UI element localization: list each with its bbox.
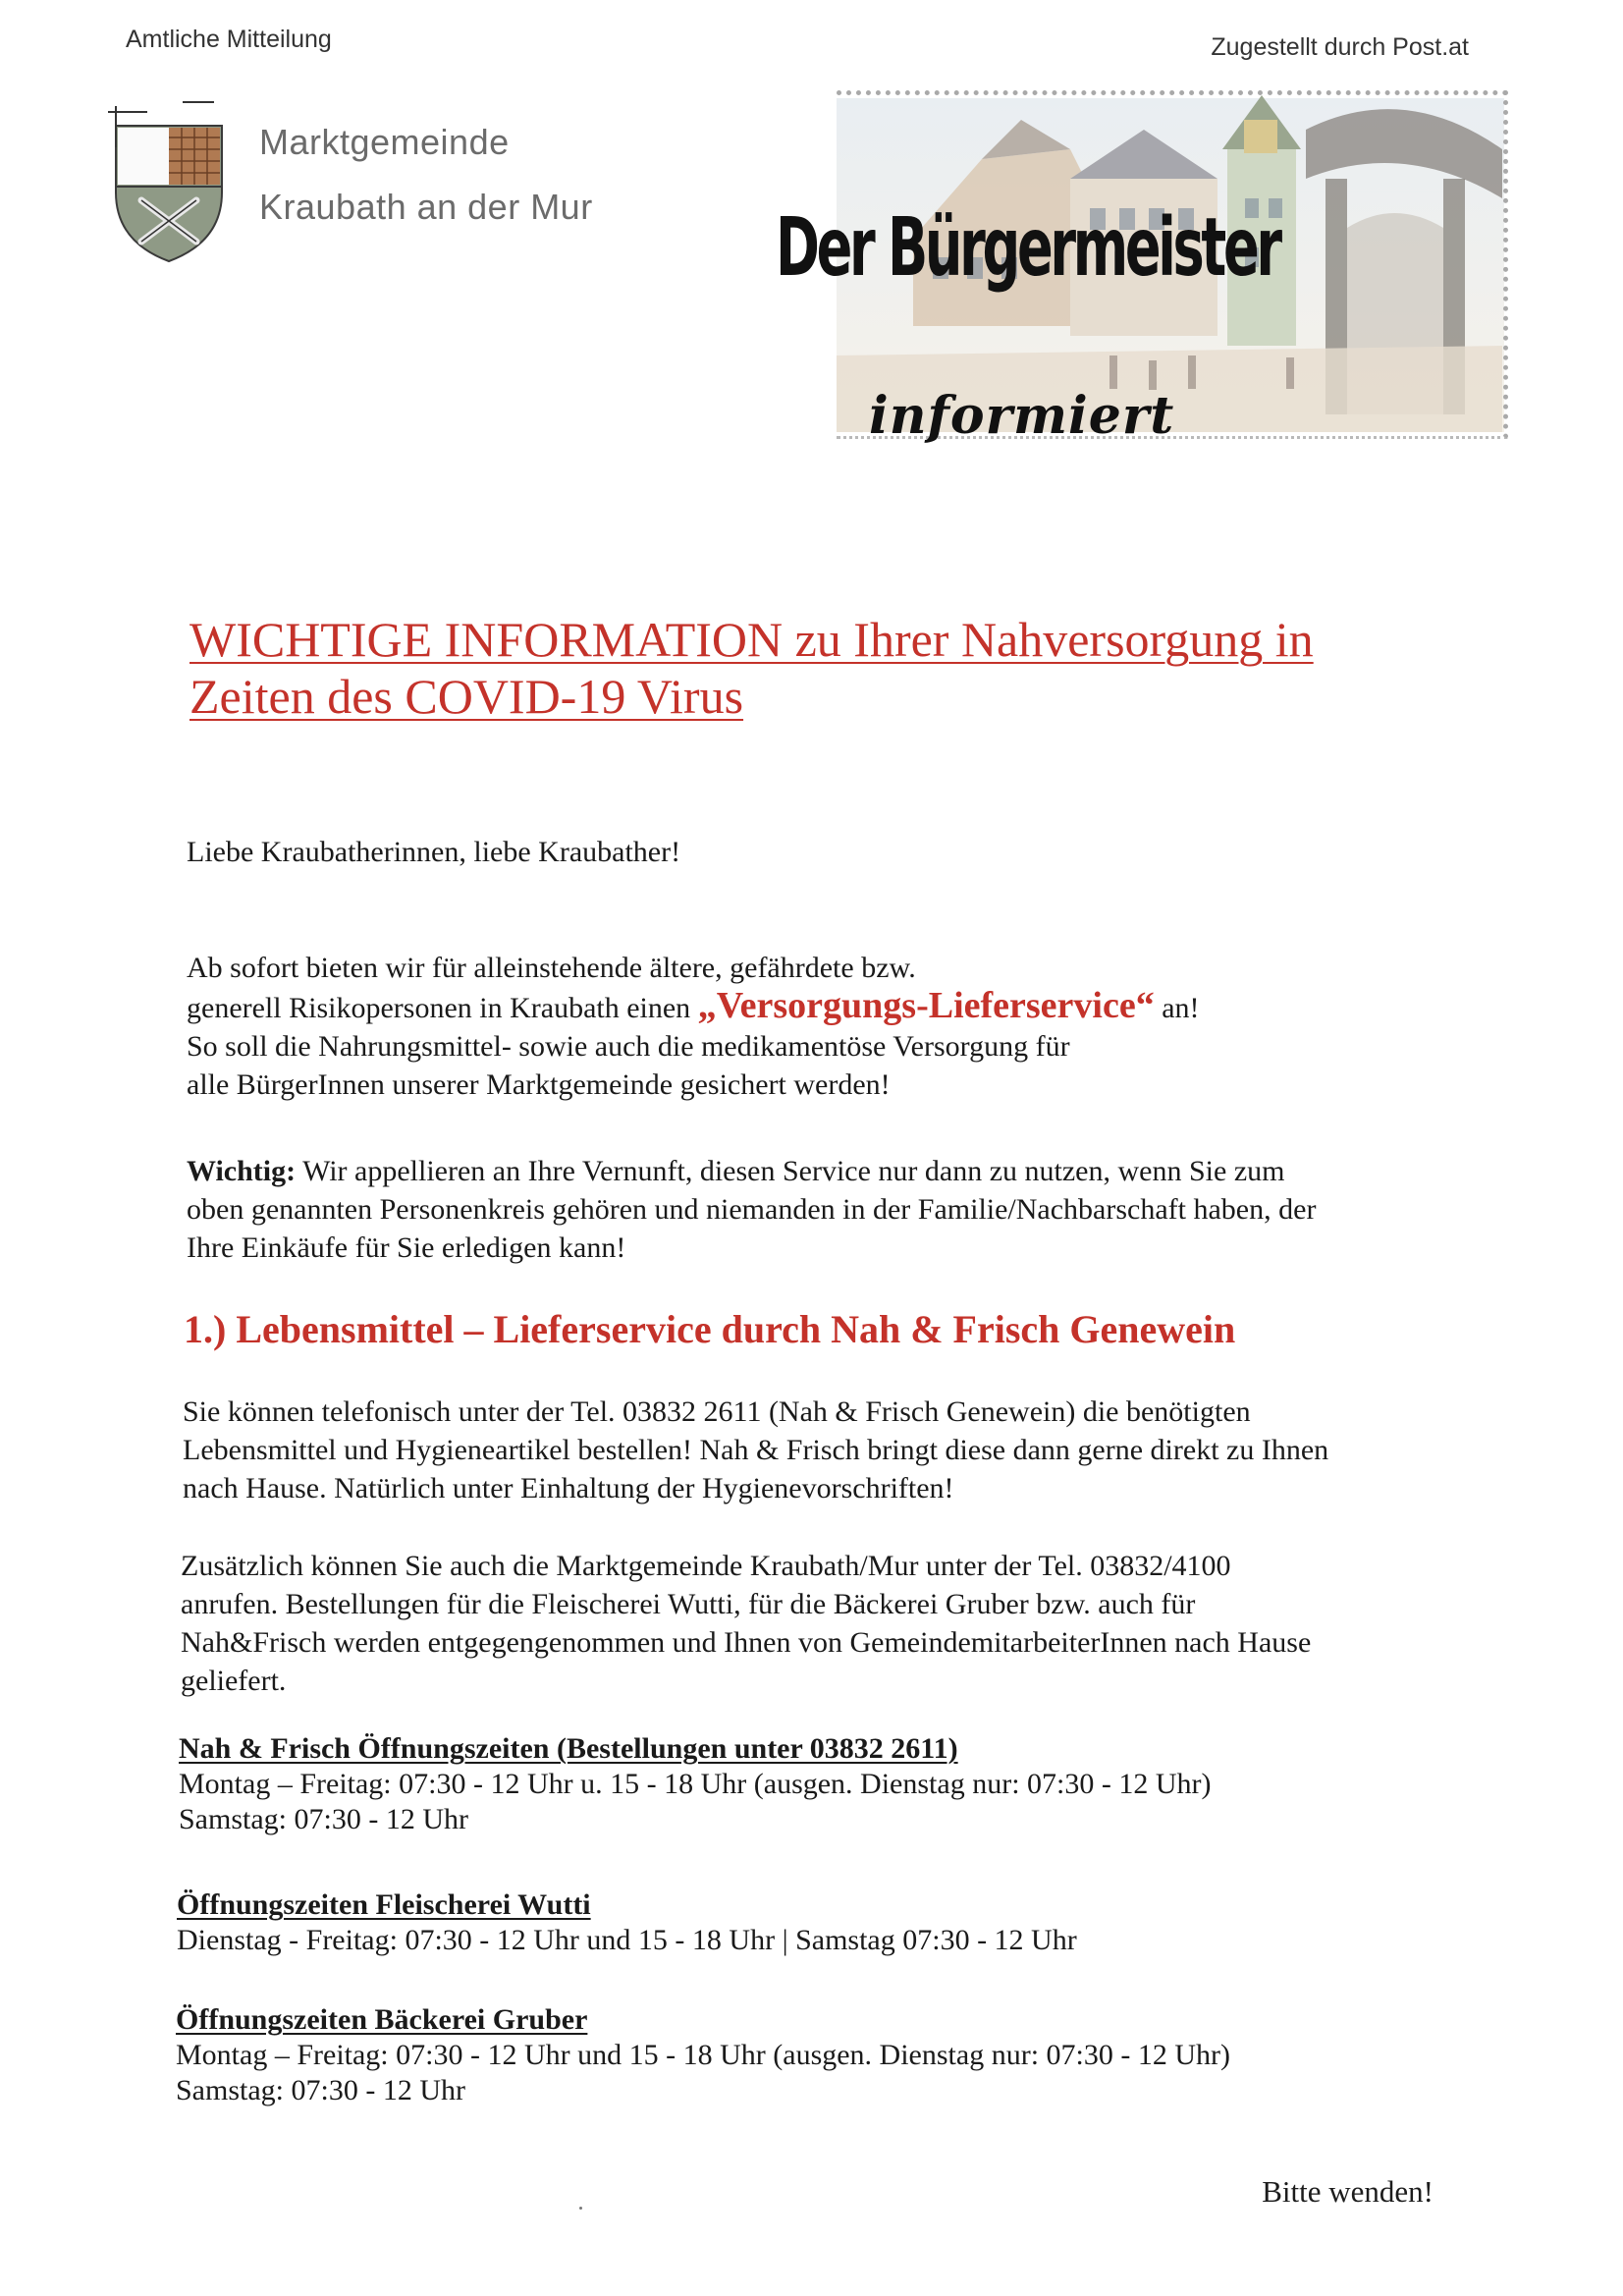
important-paragraph: [187, 1152, 1316, 1267]
intro-line-1: Ab sofort bieten wir für alleinstehende ältere, gefährdete bzw.: [187, 952, 916, 984]
order-line-4: geliefert.: [181, 1665, 287, 1697]
hours-line: Samstag: 07:30 - 12 Uhr: [176, 2074, 465, 2106]
headline-line-1: WICHTIGE INFORMATION zu Ihrer Nahversorgung in: [189, 612, 1314, 667]
intro-line-4: alle BürgerInnen unserer Marktgemeinde gesichert werden!: [187, 1068, 891, 1101]
municipality-order-paragraph: [181, 1547, 1311, 1700]
hours-baeckerei: [176, 2002, 1230, 2108]
municipality-line-1: Marktgemeinde: [259, 122, 510, 162]
greeting: Liebe Kraubatherinnen, liebe Kraubather!: [187, 836, 681, 868]
hours-title: Öffnungszeiten Fleischerei Wutti: [177, 1888, 591, 1921]
intro-paragraph: [187, 949, 1200, 1104]
order-line-1: Zusätzlich können Sie auch die Marktgemeinde Kraubath/Mur unter der Tel. 03832/4100: [181, 1550, 1231, 1582]
order-line-2: anrufen. Bestellungen für die Fleischerei Wutti, für die Bäckerei Gruber bzw. auch für: [181, 1588, 1196, 1620]
main-headline: [189, 611, 1314, 725]
hours-title: Nah & Frisch Öffnungszeiten (Bestellungen unter 03832 2611): [179, 1732, 958, 1765]
municipality-name: [259, 110, 593, 240]
service-highlight: „Versorgungs-Lieferservice“: [697, 985, 1155, 1026]
delivery-line-2: Lebensmittel und Hygieneartikel bestellen! Nah & Frisch bringt diese dann gerne direkt zu Ihnen: [183, 1434, 1329, 1466]
municipal-crest-icon: [108, 98, 230, 265]
delivery-line-3: nach Hause. Natürlich unter Einhaltung der Hygienevorschriften!: [183, 1472, 954, 1504]
order-line-3: Nah&Frisch werden entgegengenommen und Ihnen von GemeindemitarbeiterInnen nach Hause: [181, 1626, 1312, 1659]
intro-line-2: generell Risikopersonen in Kraubath einen „Versorgungs-Lieferservice“ an!: [187, 985, 1200, 1026]
section-heading: 1.) Lebensmittel – Lieferservice durch Nah & Frisch Genewein: [184, 1307, 1236, 1351]
important-line-1: Wir appellieren an Ihre Vernunft, diesen Service nur dann zu nutzen, wenn Sie zum: [302, 1155, 1285, 1187]
hours-line: Montag – Freitag: 07:30 - 12 Uhr u. 15 - 18 Uhr (ausgen. Dienstag nur: 07:30 - 12 Uhr): [179, 1768, 1212, 1800]
delivery-paragraph: [183, 1393, 1328, 1507]
banner-subtitle: informiert: [869, 386, 1175, 446]
important-label: Wichtig:: [187, 1155, 297, 1187]
important-line-2: oben genannten Personenkreis gehören und niemanden in der Familie/Nachbarschaft haben, der: [187, 1193, 1317, 1226]
delivery-note: Zugestellt durch Post.at: [1211, 33, 1469, 61]
municipality-line-2: Kraubath an der Mur: [259, 187, 593, 227]
hours-nah-frisch: [179, 1731, 1212, 1837]
hours-line: Samstag: 07:30 - 12 Uhr: [179, 1803, 468, 1835]
intro-line-3: So soll die Nahrungsmittel- sowie auch die medikamentöse Versorgung für: [187, 1030, 1070, 1063]
official-notice-label: Amtliche Mitteilung: [126, 26, 332, 53]
hours-fleischerei: [177, 1887, 1077, 1958]
hours-title: Öffnungszeiten Bäckerei Gruber: [176, 2003, 588, 2036]
delivery-line-1: Sie können telefonisch unter der Tel. 03832 2611 (Nah & Frisch Genewein) die benötigten: [183, 1395, 1251, 1428]
please-turn-note: Bitte wenden!: [1262, 2174, 1434, 2209]
banner-title: Der Bürgermeister: [776, 201, 1279, 295]
hours-line: Montag – Freitag: 07:30 - 12 Uhr und 15 - 18 Uhr (ausgen. Dienstag nur: 07:30 - 12 Uhr): [176, 2039, 1230, 2071]
important-line-3: Ihre Einkäufe für Sie erledigen kann!: [187, 1231, 626, 1264]
scan-speck: [579, 2207, 582, 2210]
headline-line-2: Zeiten des COVID-19 Virus: [189, 669, 744, 724]
hours-line: Dienstag - Freitag: 07:30 - 12 Uhr und 15 - 18 Uhr | Samstag 07:30 - 12 Uhr: [177, 1924, 1077, 1956]
